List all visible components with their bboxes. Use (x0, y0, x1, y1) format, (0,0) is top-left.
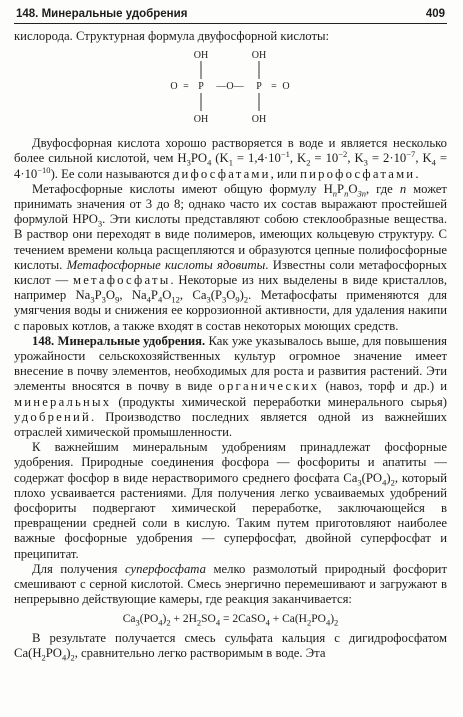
page-number: 409 (425, 8, 445, 20)
reaction-equation: $Ca_3(PO_4)_2 + 2H_2SO_4$ = 2CaSO$_4$ + $Ca(H_2PO_4)_2$ (122, 612, 339, 627)
phosphorus-right: P (255, 81, 262, 93)
phosphorus-left: P (197, 81, 204, 93)
section-title: 148. Минеральные удобрения (16, 8, 188, 20)
term-mineral: минеральных (14, 394, 112, 409)
paragraph-mineral-fertilizers: 148. Минеральные удобрения. Как уже указывалось выше, для повышения урожайности сельскохозяйственных культур огромное значение имеет внесение в почву элементов, необходимых для роста и развития растений. Эти элементы вносятся в почву в виде органических (навоз, торф и др.) и минеральных (продукты химической переработки минерального сырья) удобрений. Производство последних является одной из важнейших отраслей химической промышленности. (14, 333, 447, 440)
section-heading: 148. Минеральные удобрения. (32, 333, 206, 348)
double-bond-left: = (182, 81, 189, 93)
paragraph-metaphosphoric-acids: Метафосфорные кислоты имеют общую формулу $H_nP_nO_{3n}$, где n может принимать значения от 3 до 8; однако часто их состав выражают простейшей формулой $HPO_3$. Эти кислоты представляют собою стеклообразные вещества. В раствор они переходят в виде полимеров, имеющих кольцевую структуру. С течением времени кольца расщепляются и образуются цепные полифосфорные кислоты. Метафосфорные кислоты ядовиты. Известны соли метафосфорных кислот — метафосфаты. Некоторые из них выделены в виде кристаллов, например $Na_3P_3O_9$, $Na_4P_4O_{12}$, $Ca_3(P_3O_9)_2$. Метафосфаты применяются для умягчения воды и снижения ее коррозионной активности, для удаления накипи с паровых котлов, а также входят в состав некоторых моющих средств. (14, 181, 448, 333)
oh-top-left: OH (193, 50, 208, 62)
oxygen-left: O (169, 81, 178, 93)
double-bond-right: = (270, 81, 277, 93)
term-superphosphate: суперфосфата (124, 561, 206, 576)
oh-bottom-left: OH (193, 114, 208, 126)
paragraph-phosphate-fertilizers: К важнейшим минеральным удобрениям принадлежат фосфорные удобрения. Природные соединения фосфора — фосфориты и апатиты — содержат фосфор в виде нерастворимого среднего фосфата $Ca_3(PO_4)_2$, который плохо усваивается растениями. Для получения легко усваиваемых удобрений фосфориты подвергают химической переработке, заключающейся в превращении средней соли в кислую. Таким путем приготовляют наиболее важные фосфорные удобрения — суперфосфат, двойной суперфосфат и преципитат. (14, 440, 447, 561)
term-metaphosphates: метафосфаты (72, 273, 171, 288)
oxygen-right: O (281, 81, 290, 93)
oh-top-right: OH (251, 50, 266, 62)
term-pyrophosphates: пирофосфатами (300, 166, 416, 181)
intro-line: кислорода. Структурная формула двуфосфорной кислоты: (14, 29, 330, 43)
term-diphosphates: дифосфатами (172, 166, 271, 181)
diphosphoric-acid-structural-formula (151, 48, 311, 130)
term-organic: органических (218, 379, 320, 394)
bridging-oxygen: —O— (215, 81, 244, 93)
oh-bottom-right: OH (251, 114, 266, 126)
term-fertilizers: удобрений (14, 409, 91, 424)
paragraph-diphosphoric-acid: Двуфосфорная кислота хорошо растворяется в воде и является несколько более сильной кислотой, чем $H_3PO_4$ ($K_1 = 1,4\cdot 10^{-1}$, $K_2 = 10^{-2}$, $K_3 = 2\cdot 10^{-7}$, $K_4 = 4\cdot 10^{-10}$). Ее соли называются дифосфатами, или пирофосфатами. (14, 136, 448, 181)
running-header (14, 8, 447, 24)
warning-toxic: Метафосфорные кислоты ядовиты (66, 257, 266, 272)
paragraph-result: В результате получается смесь сульфата кальция с дигидрофосфатом $Ca(H_2PO_4)_2$, сравнительно легко растворимым в воде. Эта (14, 630, 447, 663)
paragraph-superphosphate: Для получения суперфосфата мелко размолотый природный фосфорит смешивают с серной кислотой. Смесь энергично перемешивают и загружают в непрерывно действующие камеры, где реакция заканчивается: (14, 561, 447, 607)
